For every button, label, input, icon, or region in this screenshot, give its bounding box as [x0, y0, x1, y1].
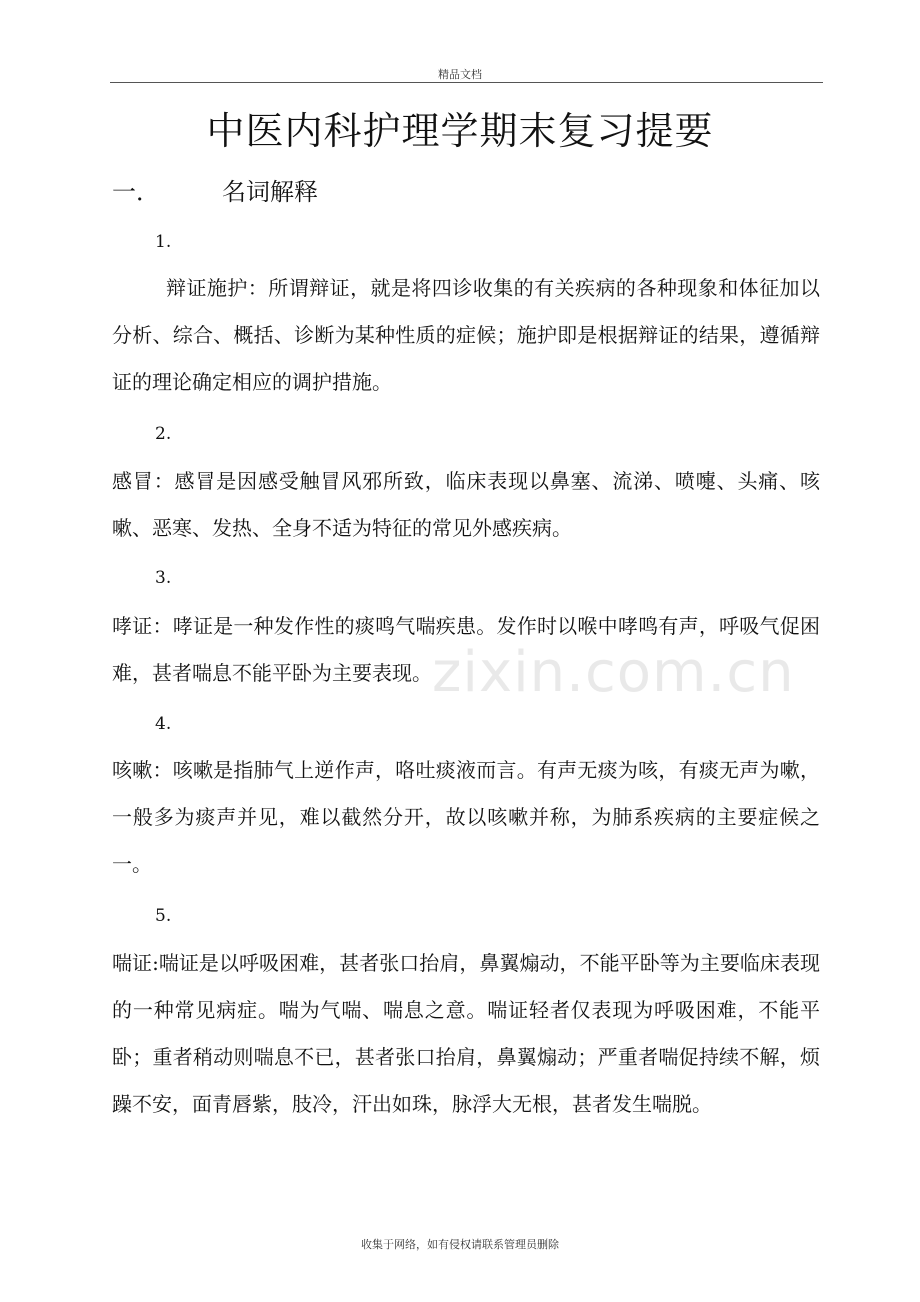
item-number: 4.: [155, 714, 172, 734]
item-number: 2.: [155, 424, 172, 444]
section-number: 一．: [112, 178, 160, 206]
item-paragraph: 辩证施护：所谓辩证，就是将四诊收集的有关疾病的各种现象和体征加以分析、综合、概括、诊断为某种性质的症候；施护即是根据辩证的结果，遵循辩证的理论确定相应的调护措施。: [112, 276, 820, 394]
item-number: 5.: [155, 906, 172, 926]
document-title: 中医内科护理学期末复习提要: [206, 109, 714, 153]
item-paragraph: 喘证:喘证是以呼吸困难，甚者张口抬肩，鼻翼煽动，不能平卧等为主要临床表现的一种常见病症。喘为气喘、喘息之意。喘证轻者仅表现为呼吸困难，不能平卧；重者稍动则喘息不已，甚者张口抬肩，鼻翼煽动；严重者喘促持续不解，烦躁不安，面青唇紫，肢冷，汗出如珠，脉浮大无根，甚者发生喘脱。: [112, 951, 820, 1116]
page-header: 精品文档: [438, 68, 482, 81]
page-footer: 收集于网络，如有侵权请联系管理员删除: [361, 1238, 559, 1251]
item-paragraph: 咳嗽：咳嗽是指肺气上逆作声，咯吐痰液而言。有声无痰为咳，有痰无声为嗽，一般多为痰声并见，难以截然分开，故以咳嗽并称，为肺系疾病的主要症候之一。: [112, 758, 820, 876]
item-paragraph: 哮证：哮证是一种发作性的痰鸣气喘疾患。发作时以喉中哮鸣有声，呼吸气促困难，甚者喘息不能平卧为主要表现。: [112, 614, 820, 685]
section-label: 名词解释: [222, 178, 318, 206]
header-divider: [110, 82, 823, 83]
item-paragraph: 感冒：感冒是因感受触冒风邪所致，临床表现以鼻塞、流涕、喷嚏、头痛、咳嗽、恶寒、发热、全身不适为特征的常见外感疾病。: [112, 469, 820, 540]
item-number: 1.: [155, 232, 172, 252]
watermark: zixin.com.cn: [432, 640, 795, 705]
item-number: 3.: [155, 568, 172, 588]
